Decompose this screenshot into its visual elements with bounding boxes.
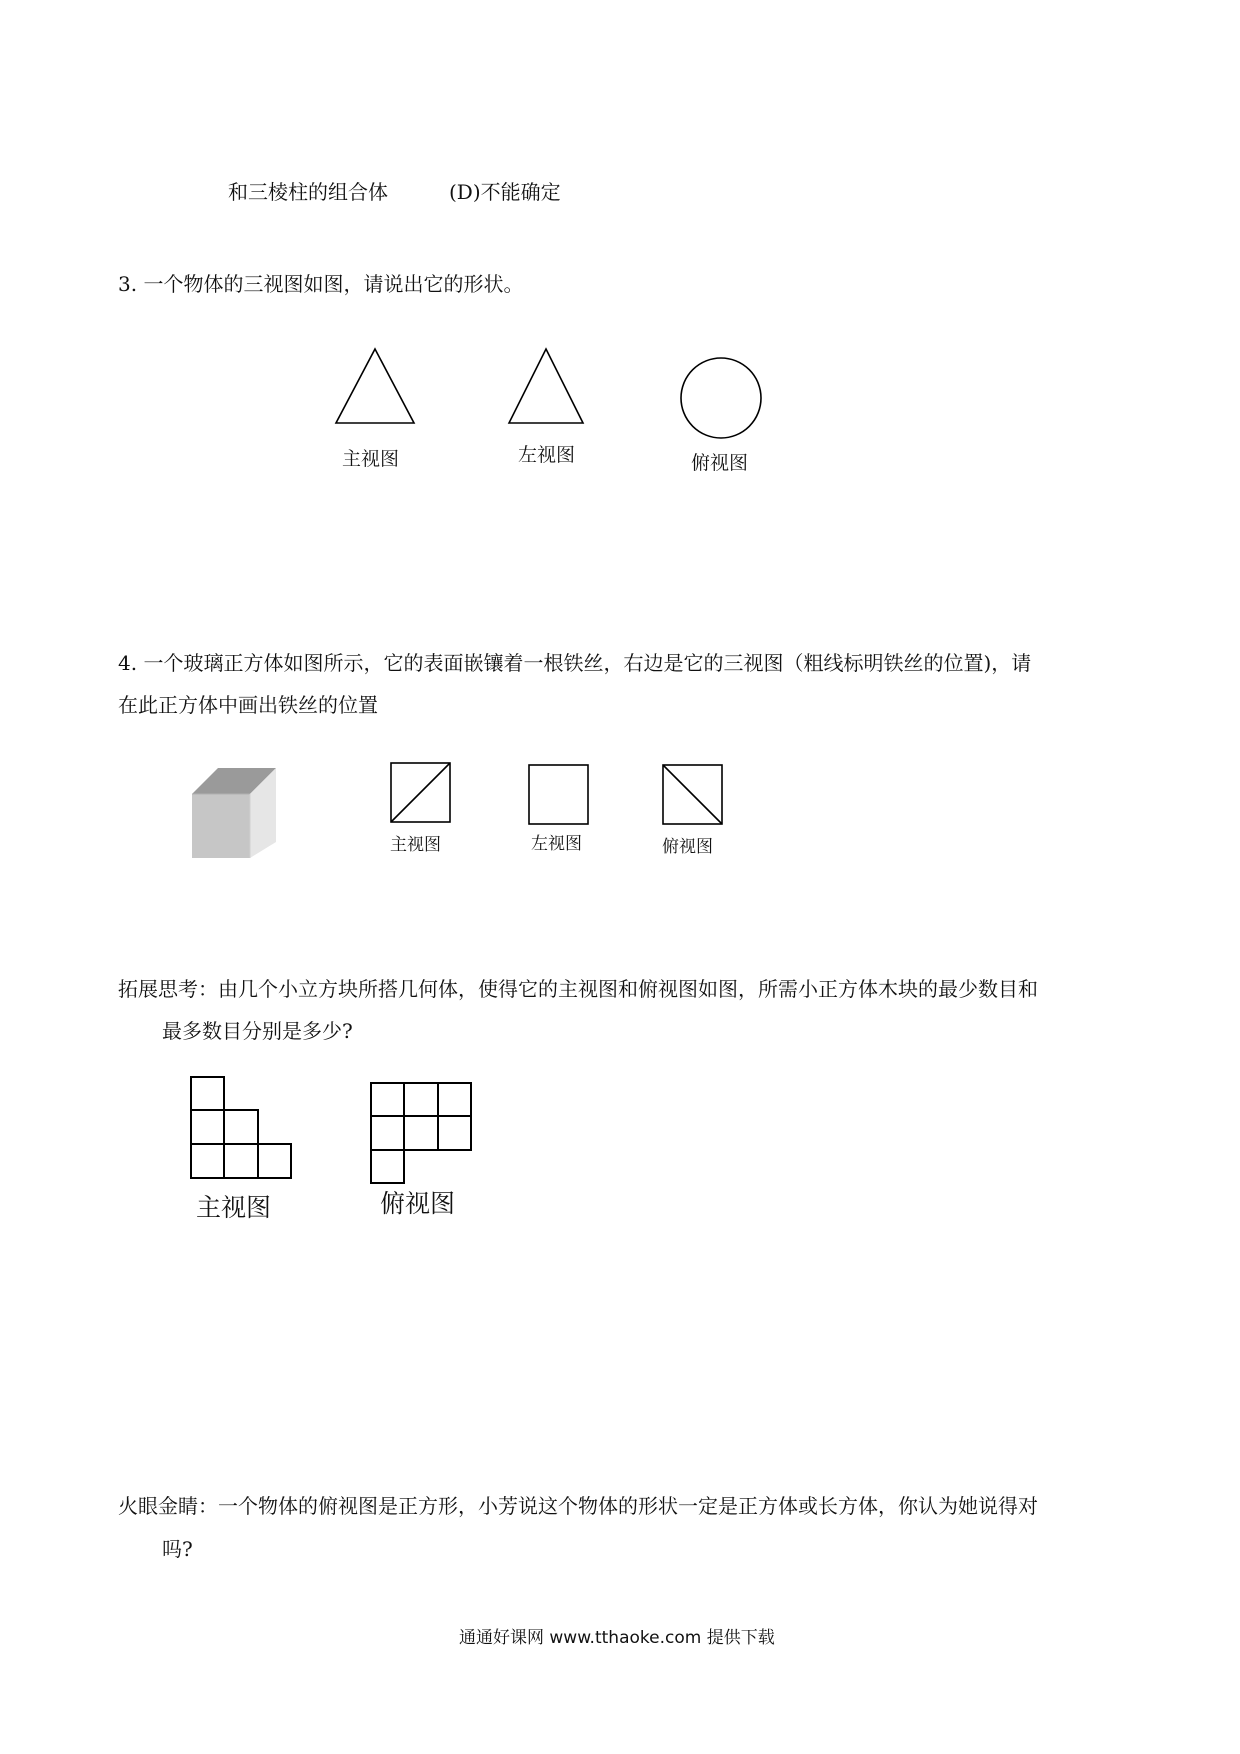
q4-top-view-label: 俯视图 — [662, 837, 713, 857]
q4-front-view — [390, 762, 452, 824]
q3-top-view-label: 俯视图 — [691, 452, 749, 474]
q4-line2: 在此正方体中画出铁丝的位置 — [118, 693, 378, 717]
sharp-eye-line2: 吗? — [162, 1537, 193, 1561]
q3-left-view-triangle — [503, 345, 589, 425]
q3-front-view-label: 主视图 — [342, 448, 400, 470]
wire-line — [391, 763, 450, 822]
sharp-eye-line1: 火眼金睛：一个物体的俯视图是正方形，小芳说这个物体的形状一定是正方体或长方体，你认为她说得对 — [118, 1494, 1038, 1518]
q3-front-view-triangle — [330, 345, 420, 425]
q4-front-view-label: 主视图 — [390, 835, 441, 855]
q3-text: 3. 一个物体的三视图如图，请说出它的形状。 — [118, 272, 524, 296]
wire-line — [663, 765, 722, 824]
q4-line1: 4. 一个玻璃正方体如图所示，它的表面嵌镶着一根铁丝，右边是它的三视图（粗线标明铁丝的位置)，请 — [118, 651, 1032, 675]
q3-left-view-label: 左视图 — [518, 444, 576, 466]
q3-top-view-circle — [678, 355, 764, 441]
extension-top-view-label: 俯视图 — [380, 1189, 456, 1218]
q4-left-view-label: 左视图 — [531, 834, 582, 854]
extension-front-view-label: 主视图 — [196, 1193, 272, 1222]
q2-option-c-tail: 和三棱柱的组合体 — [228, 180, 388, 204]
q2-option-d: (D)不能确定 — [449, 180, 561, 204]
extension-front-view-grid — [190, 1076, 294, 1180]
q4-left-view — [528, 764, 590, 826]
glass-cube-figure — [190, 766, 280, 860]
extension-line1: 拓展思考：由几个小立方块所搭几何体，使得它的主视图和俯视图如图，所需小正方体木块的最少数目和 — [118, 977, 1038, 1001]
extension-top-view-grid — [370, 1082, 474, 1186]
page-footer: 通通好课网 www.tthaoke.com 提供下载 — [459, 1628, 775, 1648]
q4-top-view — [662, 764, 724, 826]
extension-line2: 最多数目分别是多少? — [162, 1019, 353, 1043]
